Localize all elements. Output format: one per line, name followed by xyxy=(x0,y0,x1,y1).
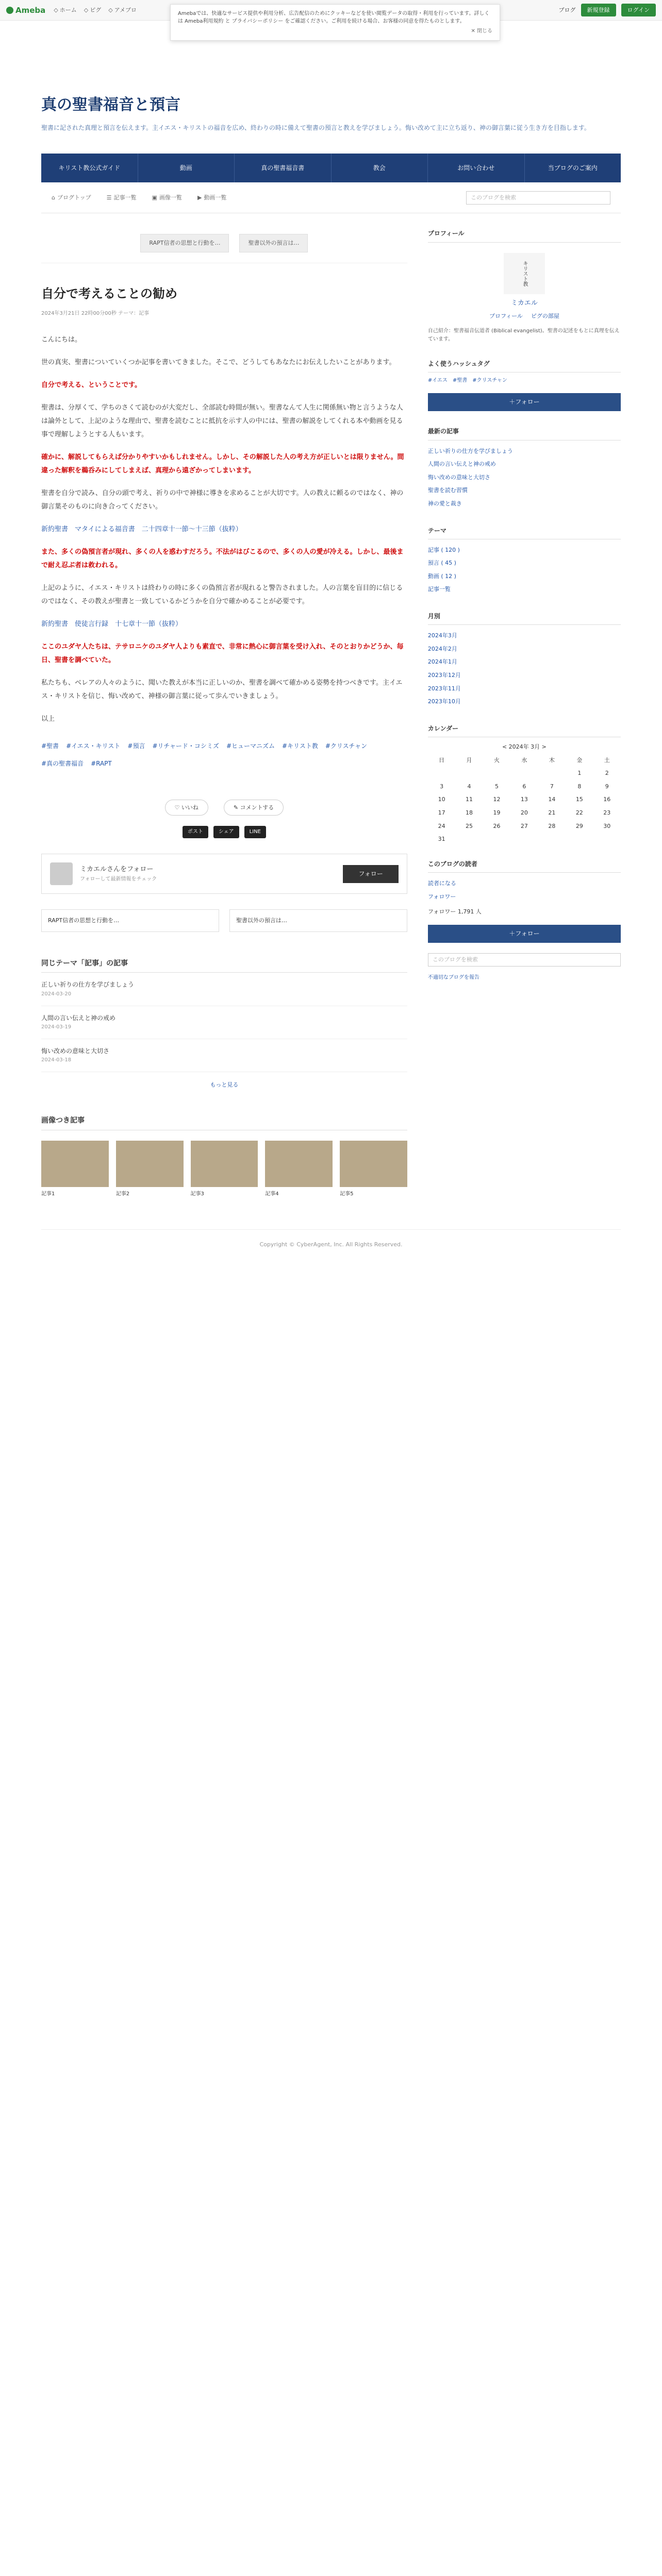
calendar-day[interactable]: 16 xyxy=(603,796,611,803)
theme-list xyxy=(428,544,621,596)
thumb-grid xyxy=(41,1141,407,1198)
post-paragraph: こんにちは。 xyxy=(41,336,82,344)
recent-item[interactable]: 悔い改めの意味と大切さ xyxy=(427,473,490,481)
blog-title[interactable]: 真の聖書福音と預言 xyxy=(41,96,180,114)
calendar-day[interactable]: 28 xyxy=(548,822,556,829)
calendar-day[interactable]: 5 xyxy=(494,783,499,790)
list-item-date: 2024-03-19 xyxy=(41,1024,72,1030)
video-icon: ▶ xyxy=(197,194,202,201)
cookie-notice xyxy=(170,4,500,41)
calendar-day[interactable]: 10 xyxy=(438,796,445,803)
archive-heading: 月別 xyxy=(428,612,621,625)
hashtag-heading: よく使うハッシュタグ xyxy=(428,359,621,372)
sidebar-follow-button-2[interactable]: ＋フォロー xyxy=(428,925,621,943)
blog-description: 聖書に記された真理と預言を伝えます。主イエス・キリストの福音を広め、終わりの時に備えて聖書の預言と教えを学びましょう。悔い改めて主に立ち返り、神の御言葉に従う生き方を目指します。 xyxy=(41,124,590,131)
theme-item[interactable]: 記事一覧 xyxy=(427,586,451,593)
calendar-day[interactable]: 31 xyxy=(438,836,445,843)
calendar-day[interactable]: 7 xyxy=(550,783,554,790)
post-tags xyxy=(41,741,407,768)
post-meta: 2024年3月21日 22時00分00秒 テーマ：記事 xyxy=(41,311,150,317)
post-title[interactable]: 自分で考えることの勧め xyxy=(41,286,177,301)
calendar-day[interactable]: 1 xyxy=(577,770,582,777)
same-theme-title: 同じテーマ「記事」の記事 xyxy=(41,958,407,973)
thumb-item[interactable] xyxy=(191,1141,258,1198)
thumb-image xyxy=(265,1141,333,1187)
calendar-weekday: 火 xyxy=(493,756,500,764)
list-item[interactable] xyxy=(41,1039,407,1072)
post-paragraph: 上記のように、イエス・キリストは終わりの時に多くの偽預言者が現れると警告されました。人の言葉を盲目的に信じるのではなく、その教えが聖書と一致しているかどうかを自分で確かめることが必要です。 xyxy=(41,584,403,606)
top-nav-ameblo[interactable]: ◇ アメブロ xyxy=(108,6,137,13)
thumb-label: 記事5 xyxy=(340,1191,354,1197)
heart-icon: ♡ xyxy=(174,804,181,811)
archive-item[interactable]: 2023年11月 xyxy=(427,685,461,692)
post-paragraph: 私たちも、ベレアの人々のように、聞いた教えが本当に正しいのか、聖書を調べて確かめる姿勢を持つべきです。主イエス・キリストを信じ、悔い改めて、神様の御言葉に従って歩んでいきましょう。 xyxy=(41,679,403,701)
calendar-weekday: 月 xyxy=(466,756,472,764)
post-tag[interactable]: #RAPT xyxy=(91,759,112,767)
calendar-day[interactable]: 19 xyxy=(493,809,501,816)
cookie-notice-text: Amebaでは、快適なサービス提供や利用分析、広告配信のためにクッキーなどを使い閲覧データの取得・利用を行っています。詳しくは Ameba利用規約 と プライバシーポリシー をご確認ください。ご利用を続ける場合、お客様の同意を得たものとします。 xyxy=(178,11,490,24)
calendar-day[interactable]: 2 xyxy=(605,770,609,777)
reaction-row xyxy=(41,800,407,816)
post-paragraph: 新約聖書 マタイによる福音書 二十四章十一節〜十三節（抜粋） xyxy=(41,526,242,534)
list-icon: ☰ xyxy=(106,194,112,201)
login-button[interactable]: ログイン xyxy=(621,4,656,17)
calendar-day[interactable]: 6 xyxy=(522,783,526,790)
thumb-image xyxy=(116,1141,184,1187)
calendar-day[interactable]: 23 xyxy=(603,809,611,816)
post-tag[interactable]: #リチャード・コシミズ xyxy=(152,742,219,750)
recent-item[interactable]: 神の愛と裁き xyxy=(427,500,462,507)
share-x-button[interactable]: ポスト xyxy=(183,826,208,838)
profile-description: 自己紹介：聖書福音伝道者 (Biblical evangelist)。聖書の記述をもとに真理を伝えています。 xyxy=(427,328,620,342)
list-item-date: 2024-03-18 xyxy=(41,1057,72,1063)
follow-button[interactable]: フォロー xyxy=(343,865,398,883)
calendar-day[interactable]: 20 xyxy=(520,809,528,816)
content-layout xyxy=(41,213,621,1198)
post-tag[interactable]: #ヒューマニズム xyxy=(226,742,275,750)
calendar-day xyxy=(483,769,510,778)
more-link[interactable]: もっと見る xyxy=(210,1081,239,1088)
profile-links xyxy=(428,312,621,321)
post-tag[interactable]: #イエス・キリスト xyxy=(66,742,121,750)
share-line-button[interactable]: LINE xyxy=(244,826,266,838)
calendar-day[interactable]: 21 xyxy=(548,809,556,816)
list-item[interactable] xyxy=(41,973,407,1006)
sidebar xyxy=(428,213,621,1198)
sidebar-follow-button[interactable]: ＋フォロー xyxy=(428,393,621,411)
popular-title: 画像つき記事 xyxy=(41,1115,407,1130)
recent-item[interactable]: 正しい祈りの仕方を学びましょう xyxy=(427,447,513,454)
calendar-day[interactable]: 15 xyxy=(575,796,583,803)
subbar-articles[interactable]: ☰ 記事一覧 xyxy=(107,193,137,202)
calendar-weekday: 水 xyxy=(521,756,527,764)
post-tag[interactable]: #クリスチャン xyxy=(325,742,368,750)
calendar-title[interactable]: < 2024年 3月 > xyxy=(502,743,547,750)
reader-links xyxy=(428,877,621,903)
calendar-weekday: 木 xyxy=(549,756,555,764)
calendar-day xyxy=(455,769,483,778)
calendar xyxy=(428,742,621,844)
calendar-day[interactable]: 4 xyxy=(467,783,471,790)
follower-count: フォロワー 1,791 人 xyxy=(427,908,482,916)
calendar-day[interactable]: 30 xyxy=(603,822,611,829)
calendar-day[interactable]: 11 xyxy=(466,796,473,803)
recent-list xyxy=(428,445,621,511)
sidebar-search-input[interactable]: このブログを検索 xyxy=(428,953,621,967)
same-theme-list xyxy=(41,973,407,1072)
related-prev-button[interactable]: RAPT信者の思想と行動を… xyxy=(140,234,229,252)
archive-item[interactable]: 2023年12月 xyxy=(427,672,461,679)
main-column xyxy=(41,213,407,1198)
thumb-label: 記事1 xyxy=(41,1191,55,1197)
post-paragraph: 以上 xyxy=(41,715,55,723)
top-nav-home[interactable]: ◇ ホーム xyxy=(54,6,77,13)
post-paragraph: 聖書を自分で読み、自分の頭で考え、祈りの中で神様に導きを求めることが大切です。人の教えに頼るのではなく、神の御言葉そのものに向き合ってください。 xyxy=(41,489,404,511)
thumb-item[interactable] xyxy=(340,1141,407,1198)
hashtag-link[interactable]: #クリスチャン xyxy=(472,378,507,384)
archive-item[interactable]: 2024年1月 xyxy=(427,658,457,666)
calendar-day[interactable]: 8 xyxy=(577,783,582,790)
profile-image[interactable]: キリスト教 xyxy=(504,253,545,294)
list-item-title: 正しい祈りの仕方を学びましょう xyxy=(41,981,135,989)
prev-next xyxy=(41,909,407,932)
post-body xyxy=(41,333,407,726)
post-paragraph: 聖書は、分厚くて、学ちのさくて読むのが大変だし、全部読む時間が無い。聖書なんて人生に関係無い物と言うような人は論外として、上記のような理由で、聖書を読むことに抵抗を示す人の中には、聖書の解説をしてくれる本や動画を見る事で理解しようとする人もいます。 xyxy=(41,404,403,439)
calendar-day xyxy=(538,769,566,778)
reader-link[interactable]: 読者になる xyxy=(427,879,456,887)
recent-item[interactable]: 聖書を読む習慣 xyxy=(427,487,468,494)
archive-list xyxy=(428,629,621,708)
ameba-logo[interactable]: Ameba xyxy=(6,4,45,16)
blog-search-input[interactable]: このブログを検索 xyxy=(466,191,610,205)
calendar-day[interactable]: 9 xyxy=(605,783,609,790)
calendar-day[interactable]: 27 xyxy=(520,822,528,829)
archive-item[interactable]: 2024年3月 xyxy=(427,632,457,639)
global-nav xyxy=(41,154,621,182)
hashtag-list xyxy=(428,377,621,385)
report-link[interactable]: 不適切なブログを報告 xyxy=(427,974,479,980)
follow-box xyxy=(41,854,407,894)
calendar-day[interactable]: 18 xyxy=(466,809,473,816)
archive-item[interactable]: 2024年2月 xyxy=(427,645,457,652)
calendar-day[interactable]: 22 xyxy=(575,809,583,816)
prev-article-link[interactable]: RAPT信者の思想と行動を… xyxy=(41,909,219,932)
signup-button[interactable]: 新規登録 xyxy=(581,4,616,17)
post-paragraph: また、多くの偽預言者が現れ、多くの人を惑わすだろう。不法がはびこるので、多くの人の愛が冷える。しかし、最後まで耐え忍ぶ者は救われる。 xyxy=(41,548,404,570)
share-facebook-button[interactable]: シェア xyxy=(213,826,239,838)
theme-item[interactable]: 動画 ( 12 ) xyxy=(427,572,456,580)
recent-item[interactable]: 人間の言い伝えと神の戒め xyxy=(427,461,496,468)
thumb-image xyxy=(340,1141,407,1187)
follow-box-name: ミカエルさんをフォロー xyxy=(80,865,154,873)
top-right xyxy=(559,4,656,17)
footer: Copyright © CyberAgent, Inc. All Rights Reserved. xyxy=(41,1229,621,1260)
calendar-day[interactable]: 14 xyxy=(548,796,556,803)
nav-item-gospel[interactable]: 真の聖書福音書 xyxy=(235,154,332,182)
theme-item[interactable]: 記事 ( 120 ) xyxy=(427,546,460,553)
related-buttons xyxy=(41,224,407,263)
post-tag[interactable]: #真の聖書福音 xyxy=(41,759,84,767)
post-paragraph: 世の真実、聖書についていくつか記事を書いてきました。そこで、どうしてもあなたにお伝えしたいことがあります。 xyxy=(41,359,396,367)
nav-item-guide[interactable]: キリスト教公式ガイド xyxy=(41,154,138,182)
follow-box-sub: フォローして最新情報をチェック xyxy=(80,876,157,882)
thumb-label: 記事3 xyxy=(190,1191,204,1197)
comment-icon: ✎ xyxy=(233,804,240,811)
thumb-label: 記事2 xyxy=(115,1191,130,1197)
list-item[interactable] xyxy=(41,1006,407,1039)
related-next-button[interactable]: 聖書以外の預言は… xyxy=(239,234,308,252)
post-tag[interactable]: #聖書 xyxy=(41,742,59,750)
subbar-images[interactable]: ▣ 画像一覧 xyxy=(152,193,182,202)
profile-link[interactable]: プロフィール xyxy=(489,313,523,320)
calendar-day xyxy=(510,769,538,778)
calendar-weekday: 金 xyxy=(576,756,583,764)
list-item-title: 人間の言い伝えと神の戒め xyxy=(41,1014,116,1022)
calendar-day xyxy=(428,769,455,778)
nav-item-contact[interactable]: お問い合わせ xyxy=(428,154,525,182)
next-article-link[interactable]: 聖書以外の預言は… xyxy=(229,909,407,932)
calendar-weekday: 日 xyxy=(439,756,445,764)
profile-heading: プロフィール xyxy=(428,229,621,242)
follow-box-text xyxy=(80,865,157,884)
top-blog-link[interactable]: ブログ xyxy=(558,6,576,13)
home-icon: ⌂ xyxy=(52,194,55,201)
nav-item-video[interactable]: 動画 xyxy=(138,154,235,182)
calendar-day[interactable]: 29 xyxy=(575,822,583,829)
ameba-logo-icon xyxy=(6,7,13,14)
comment-button[interactable]: ✎ コメントする xyxy=(224,800,284,816)
thumb-label: 記事4 xyxy=(265,1191,279,1197)
calendar-day[interactable]: 13 xyxy=(520,796,528,803)
calendar-day[interactable]: 25 xyxy=(466,822,473,829)
cookie-close-button[interactable]: ✕ 閉じる xyxy=(471,28,492,34)
avatar xyxy=(50,862,73,885)
reader-heading: このブログの読者 xyxy=(428,859,621,873)
post-tag[interactable]: #キリスト教 xyxy=(282,742,318,750)
profile xyxy=(428,253,621,344)
thumb-image xyxy=(41,1141,109,1187)
hashtag-link[interactable]: #聖書 xyxy=(452,378,468,384)
post-paragraph: 自分で考える、ということです。 xyxy=(41,381,141,389)
profile-name[interactable]: ミカエル xyxy=(510,299,538,307)
hashtag-link[interactable]: #イエス xyxy=(427,378,448,384)
calendar-day[interactable]: 24 xyxy=(438,822,445,829)
calendar-day[interactable]: 12 xyxy=(493,796,501,803)
calendar-day[interactable]: 26 xyxy=(493,822,501,829)
like-button[interactable]: ♡ いいね xyxy=(165,800,208,816)
subbar-blog-top[interactable]: ⌂ ブログトップ xyxy=(52,193,91,202)
share-row xyxy=(41,826,407,838)
calendar-weekday: 土 xyxy=(604,756,610,764)
follower-link[interactable]: フォロワー xyxy=(427,893,456,900)
top-nav xyxy=(54,6,137,15)
thumb-item[interactable] xyxy=(116,1141,184,1198)
blog-subbar xyxy=(41,182,621,213)
theme-item[interactable]: 預言 ( 45 ) xyxy=(427,560,456,567)
calendar-day[interactable]: 17 xyxy=(438,809,445,816)
list-item-title: 悔い改めの意味と大切さ xyxy=(41,1047,110,1055)
recent-heading: 最新の記事 xyxy=(428,427,621,440)
pigg-room-link[interactable]: ピグの部屋 xyxy=(531,313,559,320)
list-item-date: 2024-03-20 xyxy=(41,991,72,997)
post-tag[interactable]: #預言 xyxy=(127,742,145,750)
post-paragraph: 新約聖書 使徒言行録 十七章十一節（抜粋） xyxy=(41,620,183,629)
calendar-heading: カレンダー xyxy=(428,724,621,737)
archive-item[interactable]: 2023年10月 xyxy=(427,698,461,705)
thumb-item[interactable] xyxy=(265,1141,333,1198)
thumb-image xyxy=(191,1141,258,1187)
top-nav-pigg[interactable]: ◇ ピグ xyxy=(84,6,102,13)
calendar-grid xyxy=(428,756,621,844)
image-icon: ▣ xyxy=(152,194,157,201)
thumb-item[interactable] xyxy=(41,1141,109,1198)
theme-heading: テーマ xyxy=(428,526,621,539)
calendar-day[interactable]: 3 xyxy=(440,783,444,790)
nav-item-church[interactable]: 教会 xyxy=(332,154,428,182)
subbar-videos[interactable]: ▶ 動画一覧 xyxy=(197,193,226,202)
post-paragraph: 確かに、解説してもらえば分かりやすいかもしれません。しかし、その解説した人の考え方が正しいとは限りません。間違った解釈を鵜呑みにしてしまえば、真理から遠ざかってしまいます。 xyxy=(41,453,404,475)
nav-item-about[interactable]: 当ブログのご案内 xyxy=(548,164,598,172)
post-paragraph: ここのユダヤ人たちは、テサロニケのユダヤ人よりも素直で、非常に熱心に御言葉を受け入れ、そのとおりかどうか、毎日、聖書を調べていた。 xyxy=(41,643,404,665)
